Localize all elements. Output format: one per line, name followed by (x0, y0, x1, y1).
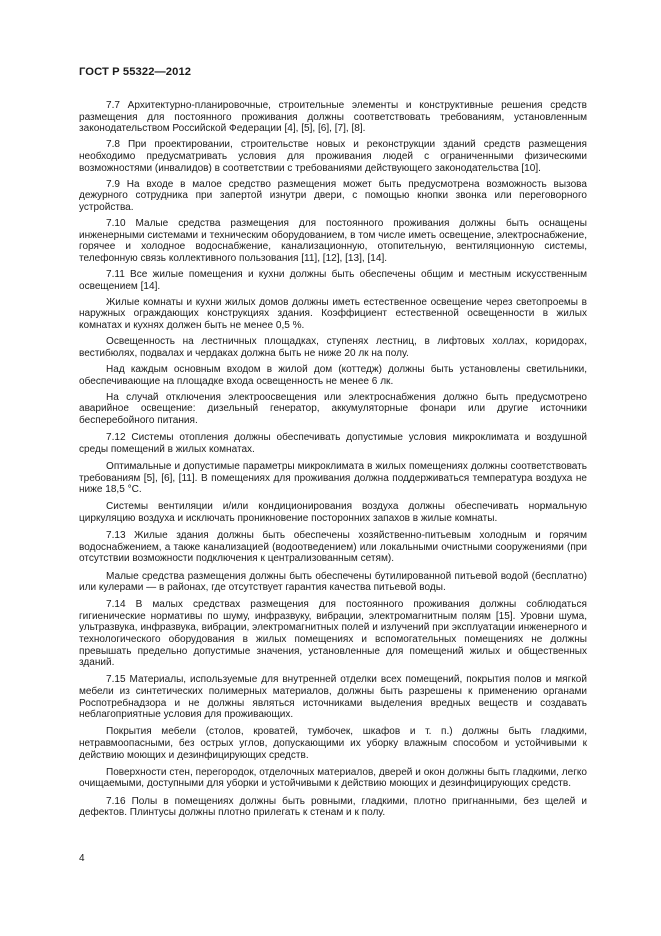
paragraph: 7.7 Архитектурно-планировочные, строительные элементы и конструктивные решения средств размещения для постоянного проживания должны соответствовать требованиям, установленным законодательством Российской Федерации [4], [5], [6], [7], [8]. (79, 100, 587, 135)
paragraph: 7.12 Системы отопления должны обеспечивать допустимые условия микроклимата и воздушной среды помещений в жилых комнатах. (79, 432, 587, 455)
paragraph: Освещенность на лестничных площадках, ступенях лестниц, в лифтовых холлах, коридорах, вестибюлях, подвалах и чердаках должна быть не ниже 20 лк на полу. (79, 336, 587, 359)
paragraph: 7.8 При проектировании, строительстве новых и реконструкции зданий средств размещения необходимо предусматривать условия для проживания людей с ограниченными физическими возможностями (инвалидов) в соответствии с требованиями действующего законодательства [10]. (79, 139, 587, 174)
document-body (79, 100, 587, 824)
paragraph: 7.16 Полы в помещениях должны быть ровными, гладкими, плотно пригнанными, без щелей и дефектов. Плинтусы должны плотно прилегать к стенам и к полу. (79, 795, 587, 819)
paragraph: Оптимальные и допустимые параметры микроклимата в жилых помещениях должны соответствовать требованиям [5], [6], [11]. В помещениях для проживания должна поддерживаться температура воздуха не ниже 18,5 °С. (79, 460, 587, 496)
paragraph: Жилые комнаты и кухни жилых домов должны иметь естественное освещение через светопроемы в наружных ограждающих конструкциях здания. Коэффициент естественной освещенности в жилых комнатах и кухнях должен быть не менее 0,5 %. (79, 296, 587, 332)
paragraph: На случай отключения электроосвещения или электроснабжения должно быть предусмотрено аварийное освещение: дизельный генератор, аккумуляторные фонари или другие источники бесперебойного питания. (79, 391, 587, 426)
paragraph: 7.11 Все жилые помещения и кухни должны быть обеспечены общим и местным искусственным освещением [14]. (79, 269, 587, 292)
paragraph: Поверхности стен, перегородок, отделочных материалов, дверей и окон должны быть гладкими, легко очищаемыми, доступными для уборки и устойчивыми к действию моющих и дезинфицирующих средств. (79, 766, 587, 790)
document-header: ГОСТ Р 55322—2012 (79, 66, 192, 78)
paragraph: 7.13 Жилые здания должны быть обеспечены хозяйственно-питьевым холодным и горячим водоснабжением, а также канализацией (водоотведением) или локальными очистными сооружениями (при отсутствии возможности подключения к централизованным сетям). (79, 530, 587, 565)
paragraph: Малые средства размещения должны быть обеспечены бутилированной питьевой водой (бесплатно) или кулерами — в районах, где отсутствует гарантия качества питьевой воды. (79, 570, 587, 594)
page-number: 4 (79, 853, 85, 864)
paragraph: 7.14 В малых средствах размещения для постоянного проживания должны соблюдаться гигиенические нормативы по шуму, инфразвуку, вибрации, электромагнитным полям [15]. Уровни шума, ультразвука, инфразвука, вибрации, электромагнитных полей и излучений при эксплуатации инженерного и технологического оборудования в жилых помещениях и вспомогательных помещениях не должны превышать предельно допустимые значения, установленные для помещений жилых и общественных зданий. (79, 599, 587, 669)
paragraph: Над каждым основным входом в жилой дом (коттедж) должны быть установлены светильники, обеспечивающие на площадке входа освещенность не менее 6 лк. (79, 364, 587, 387)
paragraph: 7.10 Малые средства размещения для постоянного проживания должны быть оснащены инженерными системами и техническим оборудованием, в том числе иметь освещение, электроснабжение, горячее и холодное водоснабжение, канализационную, отопительную, вентиляционную системы, телефонную связь коллективного пользования [11], [12], [13], [14]. (79, 218, 587, 264)
paragraph: 7.15 Материалы, используемые для внутренней отделки всех помещений, покрытия полов и мягкой мебели из синтетических полимерных материалов, должны быть разрешены к применению органами Роспотребнадзора и не должны являться источниками выделения вредных веществ и создавать неблагоприятные условия для проживающих. (79, 674, 587, 721)
paragraph: Системы вентиляции и/или кондиционирования воздуха должны обеспечивать нормальную циркуляцию воздуха и исключать проникновение посторонних запахов в жилые комнаты. (79, 501, 587, 524)
paragraph: 7.9 На входе в малое средство размещения может быть предусмотрена возможность вызова дежурного сотрудника при запертой изнутри двери, с помощью кнопки звонка или переговорного устройства. (79, 178, 587, 213)
paragraph: Покрытия мебели (столов, кроватей, тумбочек, шкафов и т. п.) должны быть гладкими, нетравмоопасными, без острых углов, допускающими их уборку влажным способом и устойчивыми к действию моющих и дезинфицирующих средств. (79, 726, 587, 761)
